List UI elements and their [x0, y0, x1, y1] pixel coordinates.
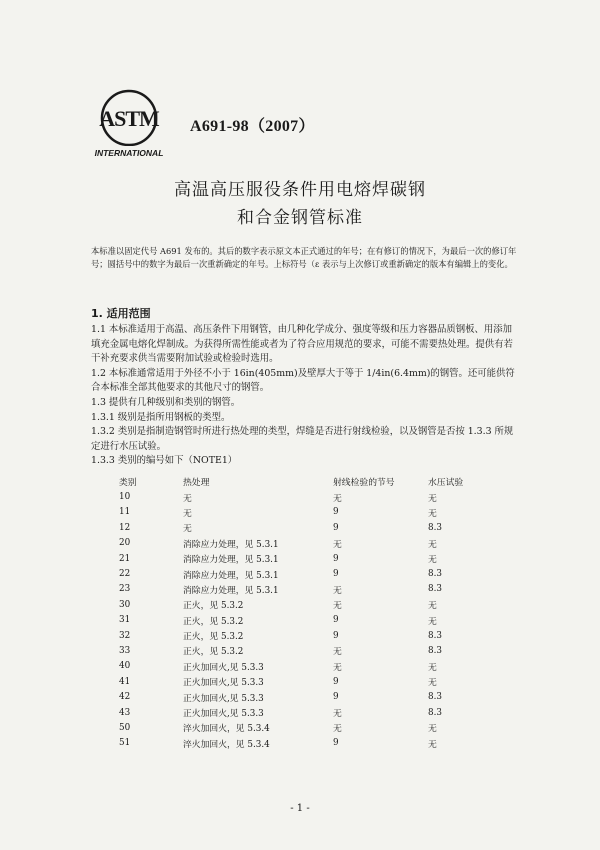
- cell-heat-treatment: 淬火加回火，见 5.3.4: [183, 739, 270, 750]
- cell-radiography: 无: [333, 601, 342, 612]
- cell-heat-treatment: 正火，见 5.3.2: [183, 647, 244, 658]
- cell-hydro-test: 无: [428, 555, 437, 566]
- class-table: [91, 474, 508, 751]
- cell-heat-treatment: 正火，见 5.3.2: [183, 601, 244, 612]
- cell-class: 30: [119, 599, 131, 610]
- paragraph-1-3: 1.3 提供有几种级别和类别的钢管。: [91, 396, 241, 408]
- cell-heat-treatment: 消除应力处理，见 5.3.1: [183, 555, 279, 566]
- cell-radiography: 无: [333, 647, 342, 658]
- cell-class: 11: [119, 507, 131, 518]
- cell-hydro-test: 8.3: [428, 522, 442, 533]
- cell-class: 50: [119, 722, 131, 733]
- table-row: [91, 643, 508, 658]
- cell-radiography: 无: [333, 493, 342, 504]
- table-row: [91, 720, 508, 735]
- cell-class: 31: [119, 615, 131, 626]
- cell-class: 10: [119, 492, 131, 503]
- cell-class: 51: [119, 738, 131, 749]
- table-row: [91, 520, 508, 535]
- cell-radiography: 9: [333, 569, 339, 580]
- header-hydro-test: 水压试验: [428, 478, 464, 489]
- cell-hydro-test: 8.3: [428, 692, 442, 703]
- document-title-line2: 和合金钢管标准: [237, 208, 363, 228]
- cell-heat-treatment: 淬火加回火，见 5.3.4: [183, 724, 270, 735]
- header-radiography: 射线检验的节号: [333, 478, 395, 489]
- cell-class: 21: [119, 553, 131, 564]
- cell-radiography: 9: [333, 630, 339, 641]
- cell-heat-treatment: 正火加回火,见 5.3.3: [183, 709, 264, 720]
- table-row: [91, 505, 508, 520]
- cell-radiography: 9: [333, 738, 339, 749]
- cell-radiography: 无: [333, 709, 342, 720]
- cell-heat-treatment: 正火加回火,见 5.3.3: [183, 693, 264, 704]
- table-row: [91, 489, 508, 504]
- cell-class: 20: [119, 538, 131, 549]
- paragraph-1-3-1: 1.3.1 级别是指所用钢板的类型。: [91, 411, 231, 423]
- cell-class: 41: [119, 676, 131, 687]
- cell-hydro-test: 无: [428, 539, 437, 550]
- cell-class: 42: [119, 692, 131, 703]
- cell-hydro-test: 8.3: [428, 584, 442, 595]
- table-row: [91, 582, 508, 597]
- cell-radiography: 9: [333, 522, 339, 533]
- document-title-line1: 高温高压服役条件用电熔焊碳钢: [174, 180, 426, 200]
- cell-radiography: 无: [333, 662, 342, 673]
- cell-radiography: 无: [333, 724, 342, 735]
- header-heat-treatment: 热处理: [183, 478, 210, 489]
- table-row: [91, 597, 508, 612]
- cell-hydro-test: 无: [428, 678, 437, 689]
- cell-radiography: 9: [333, 692, 339, 703]
- header-class: 类别: [119, 478, 137, 489]
- table-row: [91, 674, 508, 689]
- standard-code: A691-98（2007）: [190, 118, 315, 135]
- table-header-row: [91, 474, 508, 489]
- table-row: [91, 536, 508, 551]
- cell-radiography: 无: [333, 539, 342, 550]
- cell-heat-treatment: 正火，见 5.3.2: [183, 632, 244, 643]
- cell-heat-treatment: 正火加回火,见 5.3.3: [183, 678, 264, 689]
- cell-hydro-test: 无: [428, 601, 437, 612]
- cell-hydro-test: 无: [428, 493, 437, 504]
- cell-hydro-test: 8.3: [428, 630, 442, 641]
- table-row: [91, 628, 508, 643]
- paragraph-1-2: 1.2 本标准通常适用于外径不小于 16in(405mm)及壁厚大于等于 1/4in(6.4mm)的钢管。还可能供符合本标准全部其他要求的其他尺寸的钢管。: [91, 367, 515, 394]
- cell-hydro-test: 8.3: [428, 569, 442, 580]
- paragraph-1-3-2: 1.3.2 类别是指制造钢管时所进行热处理的类型，焊缝是否进行射线检验，以及钢管是否按 1.3.3 所规定进行水压试验。: [91, 426, 514, 452]
- table-row: [91, 689, 508, 704]
- cell-hydro-test: 无: [428, 508, 437, 519]
- table-row: [91, 705, 508, 720]
- cell-radiography: 9: [333, 507, 339, 518]
- logo-subtitle: INTERNATIONAL: [94, 148, 164, 158]
- cell-class: 23: [119, 584, 131, 595]
- cell-class: 12: [119, 522, 131, 533]
- paragraph-1-1: 1.1 本标准适用于高温、高压条件下用钢管，由几种化学成分、强度等级和压力容器品质钢板、用添加填充金属电熔化焊制成。为获得所需性能或者为了符合应用规范的要求，可能不需要热处理。提供有若干补充要求供当需要附加试验或检验时选用。: [91, 324, 513, 365]
- cell-class: 33: [119, 645, 131, 656]
- cell-heat-treatment: 无: [183, 493, 192, 504]
- cell-class: 22: [119, 569, 131, 580]
- section-heading: 1. 适用范围: [91, 307, 151, 320]
- cell-heat-treatment: 无: [183, 524, 192, 535]
- cell-class: 40: [119, 661, 131, 672]
- table-row: [91, 551, 508, 566]
- table-row: [91, 613, 508, 628]
- cell-hydro-test: 无: [428, 616, 437, 627]
- table-row: [91, 566, 508, 581]
- cell-heat-treatment: 消除应力处理，见 5.3.1: [183, 585, 279, 596]
- cell-heat-treatment: 无: [183, 508, 192, 519]
- cell-heat-treatment: 正火，见 5.3.2: [183, 616, 244, 627]
- cell-hydro-test: 8.3: [428, 707, 442, 718]
- cell-heat-treatment: 正火加回火,见 5.3.3: [183, 662, 264, 673]
- paragraph-1-3-3: 1.3.3 类别的编号如下（NOTE1）: [91, 455, 238, 467]
- cell-radiography: 9: [333, 676, 339, 687]
- logo-letters: ASTM: [99, 106, 159, 131]
- page-number: - 1 -: [290, 803, 310, 814]
- cell-class: 43: [119, 707, 131, 718]
- cell-radiography: 无: [333, 585, 342, 596]
- cell-hydro-test: 无: [428, 739, 437, 750]
- table-row: [91, 659, 508, 674]
- section-body: [91, 323, 521, 469]
- astm-logo: [88, 88, 170, 160]
- cell-hydro-test: 无: [428, 662, 437, 673]
- preface-note: 本标准以固定代号 A691 发布的。其后的数字表示原文本正式通过的年号；在有修订的情况下，为最后一次的修订年号；圆括号中的数字为最后一次重新确定的年号。上标符号（ε 表示与上次修订或重新确定的版本有编辑上的变化。: [91, 246, 517, 269]
- cell-hydro-test: 无: [428, 724, 437, 735]
- cell-class: 32: [119, 630, 131, 641]
- cell-radiography: 9: [333, 553, 339, 564]
- cell-heat-treatment: 消除应力处理，见 5.3.1: [183, 539, 279, 550]
- cell-hydro-test: 8.3: [428, 645, 442, 656]
- cell-heat-treatment: 消除应力处理，见 5.3.1: [183, 570, 279, 581]
- table-row: [91, 736, 508, 751]
- cell-radiography: 9: [333, 615, 339, 626]
